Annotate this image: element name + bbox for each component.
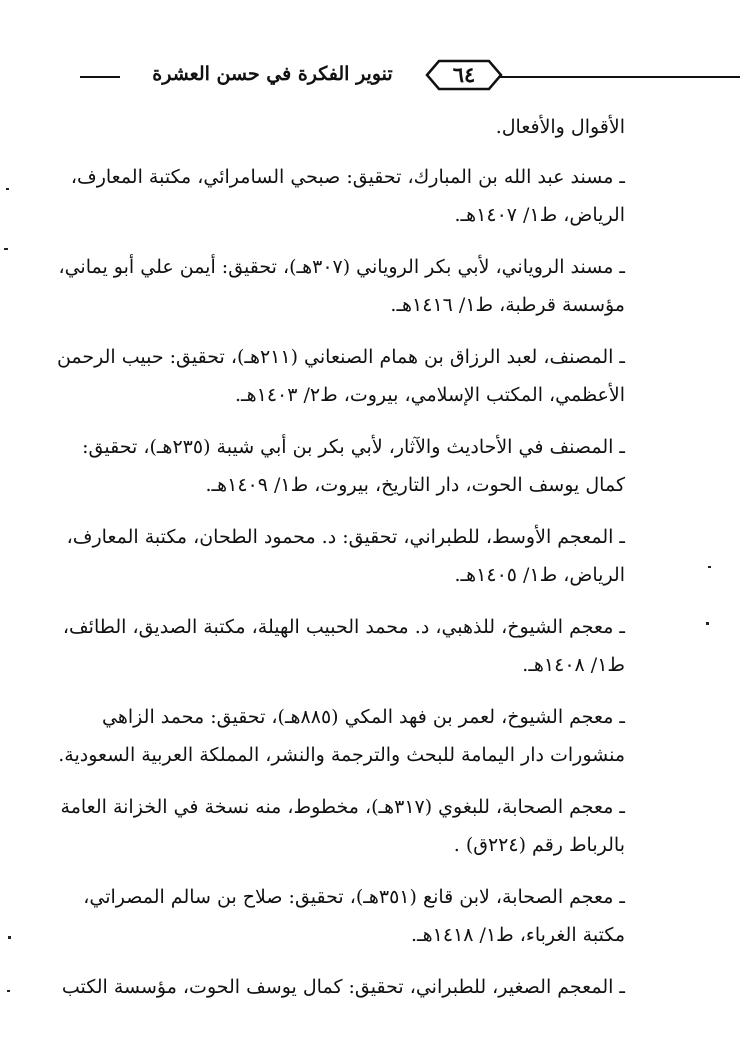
header-rule-right <box>500 76 740 78</box>
entry-line: ـ المصنف في الأحاديث والآثار، لأبي بكر بن أبي شيبة (٢٣٥هـ)، تحقيق: <box>82 436 625 458</box>
scan-speck <box>7 990 10 992</box>
scan-speck <box>4 248 8 250</box>
continued-line: الأقوال والأفعال. <box>495 116 625 138</box>
bibliography-entry <box>66 518 625 594</box>
entry-line: بالرباط رقم (٢٢٤ق) . <box>453 834 625 856</box>
entries-container <box>56 158 625 1006</box>
entry-line: ـ المصنف، لعبد الرزاق بن همام الصنعاني (٢١١هـ)، تحقيق: حبيب الرحمن <box>56 346 625 368</box>
bibliography-entry <box>61 968 625 1006</box>
entry-line: الرياض، ط١/ ١٤٠٥هـ. <box>454 564 625 586</box>
entry-line: الأعظمي، المكتب الإسلامي، بيروت، ط٢/ ١٤٠٣هـ. <box>234 384 625 406</box>
running-header <box>80 56 660 92</box>
bibliography-entry <box>70 158 625 234</box>
entry-line: ـ معجم الشيوخ، لعمر بن فهد المكي (٨٨٥هـ)، تحقيق: محمد الزاهي <box>102 706 625 728</box>
bibliography-entry <box>83 878 625 954</box>
entry-line: كمال يوسف الحوت، دار التاريخ، بيروت، ط١/ ١٤٠٩هـ. <box>205 474 625 496</box>
bibliography-entry <box>58 248 625 324</box>
scan-speck <box>706 622 709 625</box>
scan-speck <box>6 188 9 190</box>
entry-line: منشورات دار اليمامة للبحث والترجمة والنشر، المملكة العربية السعودية. <box>58 744 625 766</box>
entry-line: ـ معجم الصحابة، للبغوي (٣١٧هـ)، مخطوط، منه نسخة في الخزانة العامة <box>60 796 625 818</box>
page-number: ٦٤ <box>452 62 476 87</box>
scan-speck <box>8 936 11 939</box>
bibliography-entry <box>56 338 625 414</box>
entry-line: ط١/ ١٤٠٨هـ. <box>522 654 625 676</box>
entry-line: مؤسسة قرطبة، ط١/ ١٤١٦هـ. <box>390 294 625 316</box>
entry-line: ـ معجم الصحابة، لابن قانع (٣٥١هـ)، تحقيق: صلاح بن سالم المصراتي، <box>83 886 625 908</box>
entry-line: ـ معجم الشيوخ، للذهبي، د. محمد الحبيب الهيلة، مكتبة الصديق، الطائف، <box>62 616 625 638</box>
entry-line: ـ مسند عبد الله بن المبارك، تحقيق: صبحي السامرائي، مكتبة المعارف، <box>70 166 625 188</box>
scan-speck <box>708 566 711 568</box>
entry-line: ـ المعجم الأوسط، للطبراني، تحقيق: د. محمود الطحان، مكتبة المعارف، <box>66 526 625 548</box>
bibliography-list <box>56 108 625 1020</box>
entry-line: ـ المعجم الصغير، للطبراني، تحقيق: كمال يوسف الحوت، مؤسسة الكتب <box>61 976 625 998</box>
entry-line: الرياض، ط١/ ١٤٠٧هـ. <box>454 204 625 226</box>
running-title: تنوير الفكرة في حسن العشرة <box>152 63 393 85</box>
header-rule-left <box>80 76 120 78</box>
entry-line: ـ مسند الروياني، لأبي بكر الروياني (٣٠٧هـ)، تحقيق: أيمن علي أبو يماني، <box>58 256 625 278</box>
entry-line: مكتبة الغرباء، ط١/ ١٤١٨هـ. <box>411 924 625 946</box>
bibliography-entry <box>82 428 625 504</box>
bibliography-entry <box>58 698 625 774</box>
bibliography-entry <box>60 788 625 864</box>
page-number-badge <box>425 58 503 92</box>
bibliography-entry <box>62 608 625 684</box>
